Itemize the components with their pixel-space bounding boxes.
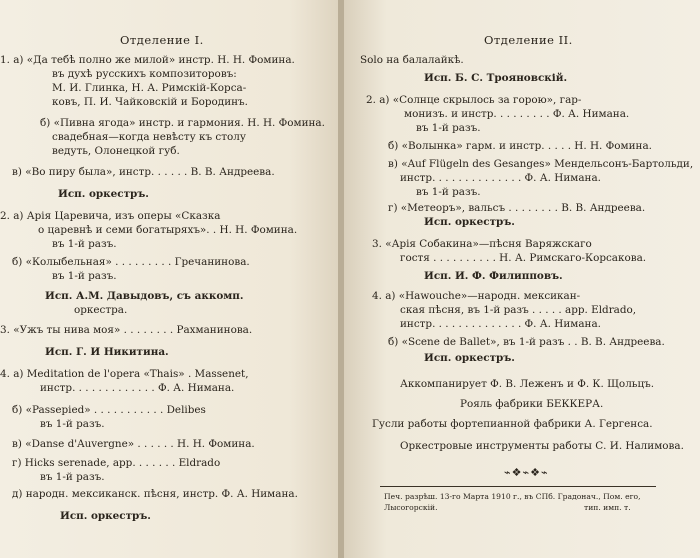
program-line: 2. а) «Солнце скрылось за горою», гар-: [366, 94, 582, 106]
program-line: монизъ. и инстр. . . . . . . . . Ф. А. Нимана.: [404, 108, 630, 120]
program-line: о царевнѣ и семи богатыряхъ». . Н. Н. Фомина.: [38, 224, 298, 236]
program-line: въ 1-й разъ.: [40, 471, 105, 483]
program-line: оркестра.: [74, 304, 128, 316]
right-page: [344, 0, 700, 558]
performer-line: Исп. Б. С. Трояновскій.: [424, 72, 568, 84]
performer-line: Исп. оркестръ.: [424, 352, 515, 364]
censor-name: Лысогорскій.: [384, 503, 438, 512]
program-line: 4. а) Meditation de l'opera «Thais» . Massenet,: [0, 368, 249, 380]
performer-line: Исп. оркестръ.: [58, 188, 149, 200]
accompanist-line: Аккомпанирует Ф. В. Леженъ и Ф. К. Щольцъ.: [400, 378, 655, 390]
piano-credit-line: Рояль фабрики БЕККЕРА.: [460, 398, 604, 410]
performer-line: Исп. оркестръ.: [60, 510, 151, 522]
program-line: въ духѣ русскихъ композиторовъ:: [52, 68, 237, 80]
censorship-line: Печ. разрѣш. 13-го Марта 1910 г., въ СПб. Градонач., Пом. его,: [384, 492, 641, 501]
right-heading: Отделение II.: [484, 33, 573, 47]
performer-line: Исп. А.М. Давыдовъ, съ аккомп.: [45, 290, 244, 302]
program-line: б) «Scene de Ballet», въ 1-й разъ . . В. В. Андреева.: [388, 336, 665, 348]
ornament-divider: ⌁❖⌁❖⌁: [504, 466, 549, 479]
left-heading: Отделение I.: [120, 33, 204, 47]
left-page: [0, 0, 340, 558]
performer-line: Исп. И. Ф. Филипповъ.: [424, 270, 563, 282]
program-line: 1. а) «Да тебѣ полно же милой» инстр. Н. Н. Фомина.: [0, 54, 295, 66]
program-line: Solo на балалайкѣ.: [360, 54, 464, 66]
program-line: б) «Пивна ягода» инстр. и гармония. Н. Н. Фомина.: [40, 117, 325, 129]
instruments-credit-line: Оркестровые инструменты работы С. И. Налимова.: [400, 440, 684, 452]
program-line: въ 1-й разъ.: [52, 238, 117, 250]
printer-line: тип. имп. т.: [584, 503, 631, 512]
program-line: б) «Passepied» . . . . . . . . . . . Delibes: [12, 404, 206, 416]
program-line: 4. а) «Hawouche»—народн. мексикан-: [372, 290, 581, 302]
program-line: инстр. . . . . . . . . . . . . . Ф. А. Нимана.: [400, 172, 601, 184]
program-line: в) «Во пиру была», инстр. . . . . . В. В. Андреева.: [12, 166, 275, 178]
program-line: въ 1-й разъ.: [416, 122, 481, 134]
program-line: г) «Метеоръ», вальсъ . . . . . . . . В. В. Андреева.: [388, 202, 646, 214]
program-line: в) «Auf Flügeln des Gesanges» Мендельсонъ-Бартольди,: [388, 158, 694, 170]
footer-rule: [380, 486, 656, 487]
program-line: въ 1-й разъ.: [52, 270, 117, 282]
gusli-credit-line: Гусли работы фортепианной фабрики А. Гергенса.: [372, 418, 653, 430]
program-line: ведуть, Олонецкой губ.: [52, 145, 180, 157]
program-line: 2. а) Арія Царевича, изъ оперы «Сказка: [0, 210, 221, 222]
program-line: гостя . . . . . . . . . . Н. А. Римскаго-Корсакова.: [400, 252, 647, 264]
program-line: д) народн. мексиканск. пѣсня, инстр. Ф. А. Нимана.: [12, 488, 298, 500]
program-line: ская пѣсня, въ 1-й разъ . . . . . арр. Eldrado,: [400, 304, 637, 316]
program-line: б) «Волынка» гарм. и инстр. . . . . Н. Н. Фомина.: [388, 140, 652, 152]
program-line: М. И. Глинка, Н. А. Римскій-Корса-: [52, 82, 247, 94]
program-line: въ 1-й разъ.: [416, 186, 481, 198]
program-line: свадебная—когда невѣсту къ столу: [52, 131, 246, 143]
program-line: 3. «Арія Собакина»—пѣсня Варяжскаго: [372, 238, 592, 250]
program-line: в) «Danse d'Auvergne» . . . . . . Н. Н. Фомина.: [12, 438, 255, 450]
program-line: ковъ, П. И. Чайковскій и Бородинъ.: [52, 96, 248, 108]
program-line: 3. «Ужъ ты нива моя» . . . . . . . . Рахманинова.: [0, 324, 253, 336]
program-line: инстр. . . . . . . . . . . . . Ф. А. Нимана.: [40, 382, 235, 394]
program-line: б) «Колыбельная» . . . . . . . . . Гречанинова.: [12, 256, 250, 268]
performer-line: Исп. оркестръ.: [424, 216, 515, 228]
program-line: г) Hicks serenade, app. . . . . . . Eldrado: [12, 457, 221, 469]
program-line: инстр. . . . . . . . . . . . . . Ф. А. Нимана.: [400, 318, 601, 330]
performer-line: Исп. Г. И Никитина.: [45, 346, 169, 358]
program-line: въ 1-й разъ.: [40, 418, 105, 430]
